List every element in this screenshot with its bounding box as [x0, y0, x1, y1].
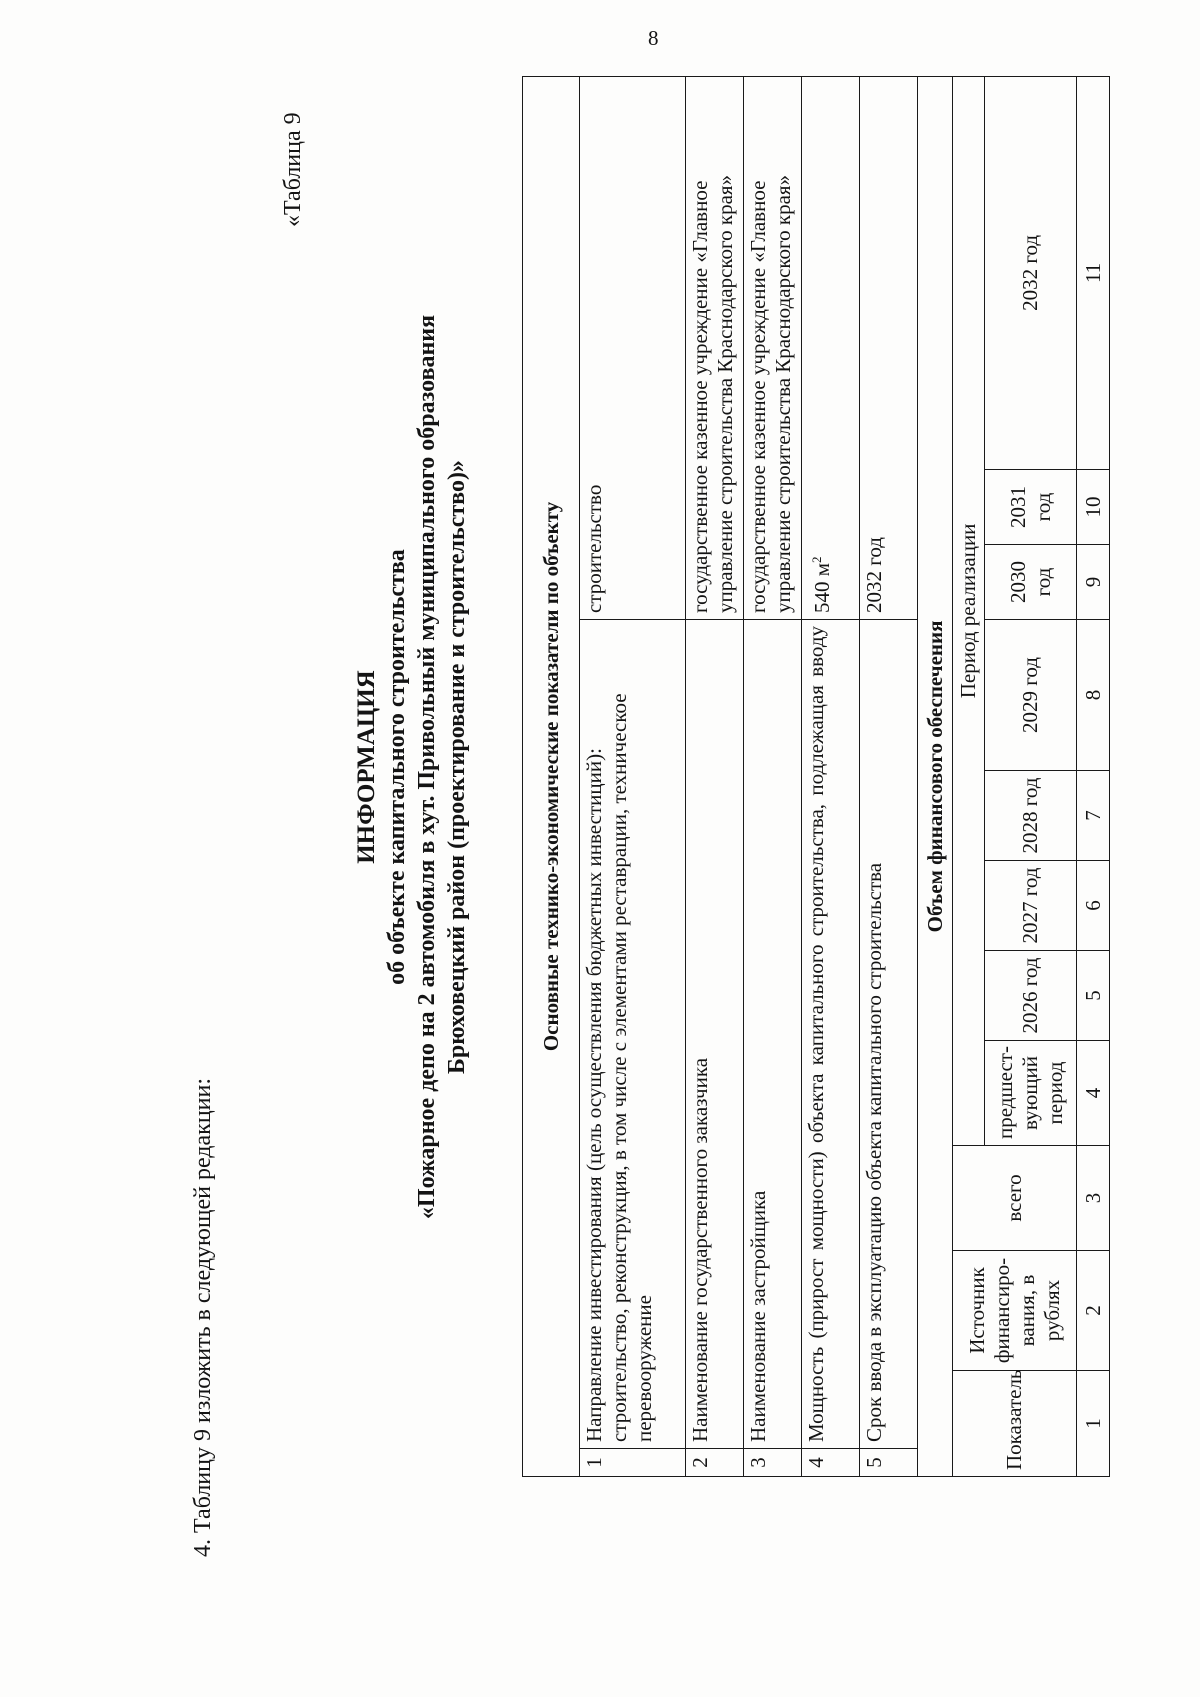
column-number: 10 [1077, 470, 1110, 545]
row-number: 1 [580, 1449, 686, 1477]
header-year: 2030 год [985, 545, 1077, 620]
info-table [522, 76, 1110, 1477]
row-number: 4 [802, 1449, 860, 1477]
row-value [802, 76, 860, 619]
rotated-page-content [162, 77, 1122, 1557]
row-value-superscript: 2 [809, 556, 824, 563]
column-number: 8 [1077, 620, 1110, 771]
column-number: 4 [1077, 1041, 1110, 1146]
row-number: 5 [860, 1449, 918, 1477]
header-year: 2029 год [985, 620, 1077, 771]
table-row [744, 76, 802, 1476]
row-value-text: 540 м [810, 562, 834, 613]
intro-text: 4. Таблицу 9 изложить в следующей редакции: [190, 1077, 216, 1557]
column-number: 9 [1077, 545, 1110, 620]
section-title-finance: Объем финансового обеспечения [918, 76, 953, 1476]
row-value: строительство [580, 76, 686, 619]
row-label: Срок ввода в эксплуатацию объекта капитального строительства [860, 620, 918, 1449]
header-total: всего [953, 1146, 1077, 1251]
table-reference: «Таблица 9 [280, 112, 306, 227]
title-subheading: об объекте капитального строительства [384, 549, 410, 985]
row-label: Мощность (прирост мощности) объекта капитального строительства, подлежащая вводу [802, 620, 860, 1449]
column-number: 11 [1077, 76, 1110, 469]
header-year: 2028 год [985, 771, 1077, 861]
row-value: 2032 год [860, 76, 918, 619]
header-year: 2026 год [985, 951, 1077, 1041]
row-value: государственное казенное учреждение «Главное управление строительства Краснодарского края» [744, 76, 802, 619]
column-number: 5 [1077, 951, 1110, 1041]
column-number-row [1077, 76, 1110, 1476]
column-number: 2 [1077, 1251, 1110, 1371]
header-source: Источник финансиро-вания, в рублях [953, 1251, 1077, 1371]
table-row [802, 76, 860, 1476]
row-number: 2 [686, 1449, 744, 1477]
title-object-name: «Пожарное депо на 2 автомобиля в хут. Привольный муниципального образования [414, 314, 440, 1220]
table-row [580, 76, 686, 1476]
row-label: Направление инвестирования (цель осуществления бюджетных инвестиций): строительство, реконструкция, в том числе с элементами реставрации, техническое перевооружение [580, 620, 686, 1449]
title-heading: ИНФОРМАЦИЯ [353, 670, 380, 864]
section-title-main: Основные технико-экономические показатели по объекту [523, 76, 580, 1476]
header-year: 2027 год [985, 861, 1077, 951]
page-number: 8 [648, 26, 659, 50]
row-label: Наименование застройщика [744, 620, 802, 1449]
header-indicator: Показатель [953, 1371, 1077, 1477]
table-row [860, 76, 918, 1476]
header-prev-period: предшест-вующий период [985, 1041, 1077, 1146]
row-number: 3 [744, 1449, 802, 1477]
header-year: 2032 год [985, 76, 1077, 469]
header-year: 2031 год [985, 470, 1077, 545]
column-number: 7 [1077, 771, 1110, 861]
title-object-name-cont: Брюховецкий район (проектирование и строительство)» [444, 460, 470, 1074]
column-number: 1 [1077, 1371, 1110, 1477]
section-row-main [523, 76, 580, 1476]
section-row-finance [918, 76, 953, 1476]
row-label: Наименование государственного заказчика [686, 620, 744, 1449]
column-number: 6 [1077, 861, 1110, 951]
row-value: государственное казенное учреждение «Главное управление строительства Краснодарского края» [686, 76, 744, 619]
finance-header-row [953, 76, 985, 1476]
table-row [686, 76, 744, 1476]
column-number: 3 [1077, 1146, 1110, 1251]
document-title [352, 217, 472, 1317]
header-period-group: Период реализации [953, 76, 985, 1145]
